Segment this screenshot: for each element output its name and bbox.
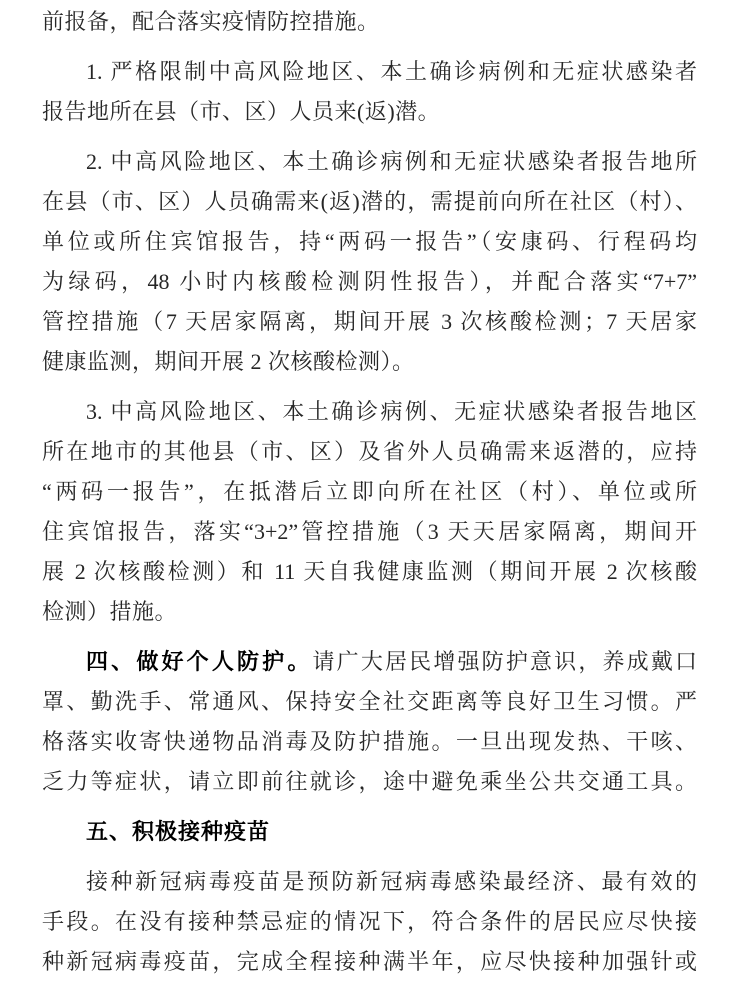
paragraph-item-1 (42, 52, 697, 132)
paragraph-item-3 (42, 392, 697, 632)
text-line: 在县（市、区）人员确需来(返)潜的，需提前向所在社区（村）、 (42, 189, 697, 214)
paragraph-continuation (42, 2, 697, 42)
paragraph-section-5 (42, 812, 697, 852)
section-heading-5: 五、积极接种疫苗 (86, 819, 271, 844)
text-line: 2. 中高风险地区、本土确诊病例和无症状感染者报告地所 (86, 149, 697, 174)
text-line: 住宾馆报告，落实“3+2”管控措施（3 天天居家隔离，期间开 (42, 519, 697, 544)
section-4-text: 请广大居民增强防护意识，养成戴口 (312, 649, 697, 674)
text-line: 格落实收寄快递物品消毒及防护措施。一旦出现发热、干咳、 (42, 729, 697, 754)
paragraph-section-5-body (42, 862, 697, 982)
text-line: 手段。在没有接种禁忌症的情况下，符合条件的居民应尽快接 (42, 909, 697, 934)
text-line: 3. 中高风险地区、本土确诊病例、无症状感染者报告地区 (86, 399, 697, 424)
text-line: 前报备，配合落实疫情防控措施。 (42, 9, 380, 34)
text-line: 接种新冠病毒疫苗是预防新冠病毒感染最经济、最有效的 (86, 869, 697, 894)
text-line: 乏力等症状，请立即前往就诊，途中避免乘坐公共交通工具。 (42, 769, 697, 794)
text-line: 罩、勤洗手、常通风、保持安全社交距离等良好卫生习惯。严 (42, 689, 697, 714)
text-line: 展 2 次核酸检测）和 11 天自我健康监测（期间开展 2 次核酸 (42, 559, 697, 584)
text-line: 所在地市的其他县（市、区）及省外人员确需来返潜的，应持 (42, 439, 697, 464)
text-line: “两码一报告”，在抵潜后立即向所在社区（村）、单位或所 (42, 479, 697, 504)
section-heading-4: 四、做好个人防护。 (86, 649, 313, 674)
paragraph-section-4 (42, 642, 697, 802)
paragraph-item-2 (42, 142, 697, 382)
text-line: 检测）措施。 (42, 599, 178, 624)
text-line: 健康监测，期间开展 2 次核酸检测）。 (42, 349, 415, 374)
text-line: 报告地所在县（市、区）人员来(返)潜。 (42, 99, 441, 124)
text-line (42, 812, 697, 852)
text-line: 管控措施（7 天居家隔离，期间开展 3 次核酸检测；7 天居家 (42, 309, 697, 334)
text-line: 为绿码，48 小时内核酸检测阴性报告），并配合落实“7+7” (42, 269, 697, 294)
text-line: 种新冠病毒疫苗，完成全程接种满半年，应尽快接种加强针或 (42, 949, 697, 974)
text-line: 1. 严格限制中高风险地区、本土确诊病例和无症状感染者 (86, 59, 697, 84)
text-line (42, 642, 697, 682)
text-line: 单位或所住宾馆报告，持“两码一报告”（安康码、行程码均 (42, 229, 697, 254)
